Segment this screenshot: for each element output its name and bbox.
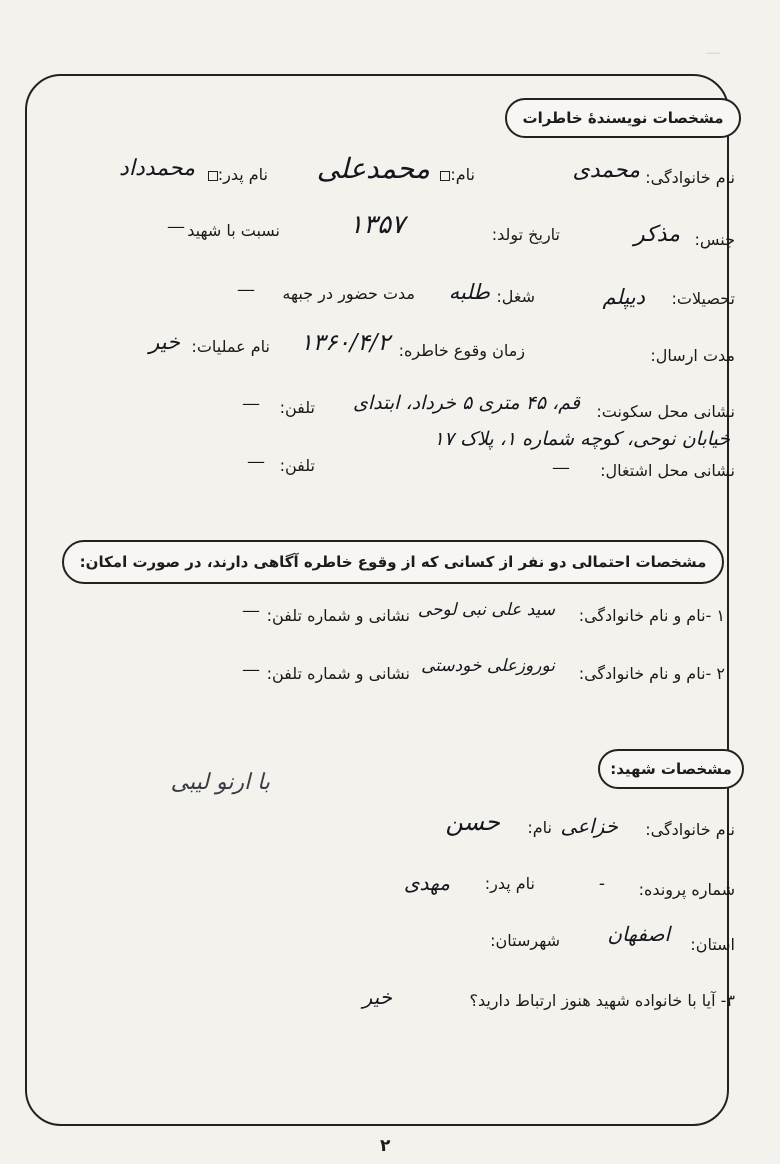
home-address-line2: خیابان نوحی، کوچه شماره ۱، پلاک ۱۷ <box>433 428 730 450</box>
home-address-line1: قم، ۴۵ متری ۵ خرداد، ابتدای <box>353 392 580 414</box>
home-phone-value: — <box>242 393 260 414</box>
contact-answer: خیر <box>362 985 392 1009</box>
operation-name-label: نام عملیات: <box>191 337 270 356</box>
author-section-title: مشخصات نویسندهٔ خاطرات <box>505 98 741 138</box>
relation-label: نسبت با شهید <box>187 221 280 240</box>
witness-1-contact: — <box>242 600 260 621</box>
memory-time-value: ۱۳۶۰/۴/۲ <box>300 330 390 356</box>
martyr-handwritten-note: با ارنو لیبی <box>170 770 270 795</box>
martyr-section-title: مشخصات شهید: <box>598 749 744 789</box>
gender-value: مذکر <box>634 222 680 247</box>
work-phone-label: تلفن: <box>279 456 315 475</box>
city-label: شهرستان: <box>490 931 560 950</box>
education-label: تحصیلات: <box>671 289 735 308</box>
checkbox-icon <box>208 171 218 181</box>
martyr-family-name-value: خزاعی <box>560 814 618 838</box>
martyr-first-name-value: حسن <box>445 808 500 836</box>
family-name-label: نام خانوادگی: <box>645 168 735 187</box>
home-phone-label: تلفن: <box>279 398 315 417</box>
file-number-label: شماره پرونده: <box>638 880 735 899</box>
file-number-value: - <box>598 873 605 894</box>
front-duration-label: مدت حضور در جبهه <box>282 284 415 303</box>
witness-2-name: نوروزعلی خودستی <box>421 656 555 676</box>
send-duration-label: مدت ارسال: <box>650 346 735 365</box>
checkbox-icon <box>440 171 450 181</box>
martyr-first-name-label: نام: <box>527 818 552 837</box>
province-value: اصفهان <box>607 922 670 946</box>
job-label: شغل: <box>496 287 535 306</box>
gender-label: جنس: <box>694 230 735 249</box>
birth-date-value: ۱۳۵۷ <box>349 210 405 240</box>
witness-2-contact-label: نشانی و شماره تلفن: <box>266 664 410 683</box>
first-name-value: محمدعلی <box>316 152 430 185</box>
father-name-value: محمدداد <box>119 156 195 181</box>
father-name-label: نام پدر: <box>206 165 268 184</box>
witness-section-title: مشخصات احتمالی دو نفر از کسانی که از وقوع خاطره آگاهی دارند، در صورت امکان: <box>62 540 724 584</box>
contact-question: ۳- آیا با خانواده شهید هنوز ارتباط دارید؟ <box>469 991 735 1010</box>
province-label: استان: <box>690 935 735 954</box>
job-value: طلبه <box>448 280 490 304</box>
witness-1-label: ۱ -نام و نام خانوادگی: <box>578 606 725 625</box>
operation-name-value: خیر <box>149 330 180 354</box>
page-number: ۲ <box>380 1136 391 1156</box>
home-address-label: نشانی محل سکونت: <box>596 402 735 421</box>
education-value: دیپلم <box>602 285 645 309</box>
work-address-label: نشانی محل اشتغال: <box>600 461 735 480</box>
front-duration-value: — <box>237 279 255 300</box>
relation-value: — <box>167 216 185 237</box>
family-name-value: محمدی <box>572 158 640 183</box>
witness-1-contact-label: نشانی و شماره تلفن: <box>266 606 410 625</box>
birth-date-label: تاریخ تولد: <box>491 225 560 244</box>
witness-2-label: ۲ -نام و نام خانوادگی: <box>578 664 725 683</box>
witness-1-name: سید علی نبی لوحی <box>417 600 555 620</box>
work-address-value: — <box>552 457 570 478</box>
first-name-label: نام: <box>438 165 475 184</box>
work-phone-value: — <box>247 451 265 472</box>
bleed-through-text: ـــ <box>706 40 720 58</box>
martyr-father-name-value: مهدی <box>403 871 450 895</box>
witness-2-contact: — <box>242 659 260 680</box>
memory-time-label: زمان وقوع خاطره: <box>398 341 525 360</box>
martyr-father-name-label: نام پدر: <box>484 874 535 893</box>
martyr-family-name-label: نام خانوادگی: <box>645 820 735 839</box>
